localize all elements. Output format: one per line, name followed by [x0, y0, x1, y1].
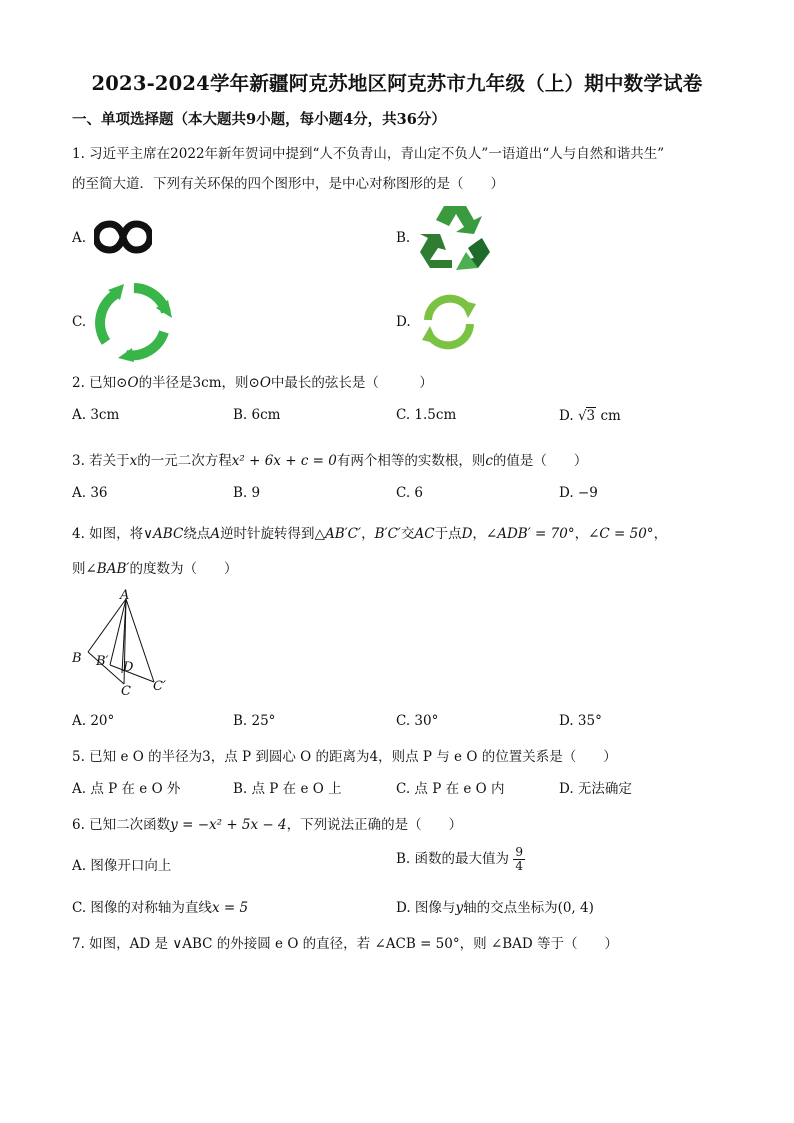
q1-option-c-label: C. — [72, 314, 87, 330]
q2-stem — [72, 371, 433, 391]
q4-stem-part: 的度数为（ ） — [129, 561, 238, 577]
q3-option-a: A. 36 — [72, 485, 108, 501]
q5-option-d: D. 无法确定 — [559, 781, 632, 797]
q2-stem-part: 2. 已知⊙ — [72, 375, 128, 391]
q4-angle-adb: ∠ADB′ = 70° — [485, 526, 575, 542]
q2-circle-var: O — [259, 375, 271, 391]
q3-stem-part: 3. 若关于 — [72, 453, 130, 469]
q3-equation: x² + 6x + c = 0 — [231, 453, 337, 469]
fraction-denominator: 4 — [515, 859, 523, 873]
q2-option-d — [559, 407, 621, 424]
q1-stem-line2: 的至简大道．下列有关环保的四个图形中，是中心对称图形的是（ ） — [72, 176, 504, 192]
q6-stem-part: 6. 已知二次函数 — [72, 817, 171, 833]
q6-stem-part: ，下列说法正确的是（ ） — [286, 817, 463, 833]
q4-stem-part: 于点 — [434, 526, 462, 542]
q6-option-d — [396, 896, 594, 916]
q4-segment-bpcp: B′C′ — [374, 526, 401, 542]
q2-option-d-unit: cm — [600, 408, 621, 424]
section-heading: 一、单项选择题（本大题共9小题，每小题4分，共36分） — [72, 111, 446, 128]
recycle-triangle-icon — [416, 202, 492, 272]
q3-option-c: C. 6 — [396, 485, 424, 501]
q3-var-x: x — [129, 453, 138, 469]
q2-circle-var: O — [127, 375, 139, 391]
sqrt-symbol: √ — [577, 408, 587, 424]
q2-option-b: B. 6cm — [233, 407, 281, 423]
q4-stem-part: 4. 如图，将 — [72, 526, 144, 542]
q3-stem-part: 的值是（ ） — [492, 453, 588, 469]
q5-option-c: C. 点 P 在 e O 内 — [396, 781, 505, 797]
q4-label-a: A — [120, 588, 130, 603]
q2-option-a: A. 3cm — [72, 407, 120, 423]
q5-option-b: B. 点 P 在 e O 上 — [233, 781, 342, 797]
q4-angle-bab: ∠BAB′ — [85, 561, 130, 577]
q3-stem-part: 的一元二次方程 — [137, 453, 232, 469]
q6-option-a: A. 图像开口向上 — [72, 858, 172, 874]
q6-option-b-text: B. 函数的最大值为 — [396, 851, 510, 867]
q5-option-a: A. 点 P 在 e O 外 — [72, 781, 181, 797]
q3-stem-part: 有两个相等的实数根，则 — [336, 453, 486, 469]
q1-option-a-label: A. — [72, 230, 87, 246]
q4-point-d: D — [461, 526, 473, 542]
q2-option-d-radicand: 3 — [586, 408, 596, 424]
q4-stem-part: 绕点 — [183, 526, 211, 542]
q6-option-c-equation: x = 5 — [211, 900, 249, 916]
q2-option-d-prefix: D. — [559, 408, 574, 424]
q4-triangle-figure — [66, 587, 186, 702]
q4-option-c: C. 30° — [396, 713, 439, 729]
q4-option-d: D. 35° — [559, 713, 602, 729]
q6-option-b — [396, 846, 525, 873]
q4-angle-c: ∠C = 50° — [588, 526, 654, 542]
infinity-recycle-icon — [94, 220, 152, 254]
q6-option-b-fraction — [513, 846, 525, 873]
q7-stem: 7. 如图，AD 是 ∨ABC 的外接圆 e O 的直径，若 ∠ACB = 50°，则 ∠BAD 等于（ ） — [72, 936, 618, 952]
q4-stem-part: ， — [472, 526, 486, 542]
q4-stem-part: 则 — [72, 561, 86, 577]
q2-stem-part: 的半径是3cm，则⊙ — [138, 375, 260, 391]
q1-stem-line1: 1. 习近平主席在2022年新年贺词中提到“人不负青山，青山定不负人”一语道出“人与自然和谐共生” — [72, 146, 665, 162]
q4-option-b: B. 25° — [233, 713, 276, 729]
q1-option-d-label: D. — [396, 314, 411, 330]
q3-var-c: c — [485, 453, 493, 469]
q4-label-c: C — [121, 684, 131, 699]
q4-label-b: B — [72, 651, 82, 666]
q4-stem-part: 交 — [400, 526, 415, 542]
q3-option-b: B. 9 — [233, 485, 261, 501]
q4-stem-part: ， — [361, 526, 375, 542]
q4-stem-line2 — [72, 557, 237, 577]
q4-option-a: A. 20° — [72, 713, 115, 729]
q4-stem-part: ， — [574, 526, 589, 542]
q4-triangle-abpcp: △AB′C′ — [314, 526, 362, 542]
q6-option-d-coord: (0, 4) — [557, 900, 594, 916]
q3-stem — [72, 449, 587, 469]
q1-option-b-label: B. — [396, 230, 411, 246]
q6-stem — [72, 813, 462, 833]
fraction-numerator: 9 — [515, 845, 523, 859]
q5-stem: 5. 已知 e O 的半径为3，点 P 到圆心 O 的距离为4，则点 P 与 e O 的位置关系是（ ） — [72, 749, 617, 765]
q6-option-d-var: y — [455, 900, 464, 916]
q2-option-c: C. 1.5cm — [396, 407, 457, 423]
q6-function: y = −x² + 5x − 4 — [170, 817, 287, 833]
q4-segment-ac: AC — [414, 526, 435, 542]
light-green-circular-arrows-icon — [418, 290, 480, 354]
q4-label-d: D — [123, 660, 134, 675]
q2-stem-part: 中最长的弦长是（ ） — [270, 375, 433, 391]
q6-option-d-text: D. 图像与 — [396, 900, 456, 916]
q4-stem-part: ， — [653, 526, 668, 542]
q6-option-c-text: C. 图像的对称轴为直线 — [72, 900, 212, 916]
exam-title: 2023-2024学年新疆阿克苏地区阿克苏市九年级（上）期中数学试卷 — [91, 72, 703, 95]
q3-option-d: D. −9 — [559, 485, 598, 501]
green-circular-arrows-icon — [94, 282, 174, 362]
q4-label-bprime: B′ — [96, 654, 109, 669]
q6-option-c — [72, 896, 248, 916]
q4-triangle-abc: ∨ABC — [143, 526, 184, 542]
q4-point-a: A — [210, 526, 221, 542]
q4-stem-line1 — [72, 522, 667, 542]
q6-option-d-text: 轴的交点坐标为 — [463, 900, 558, 916]
q4-label-cprime: C′ — [153, 679, 166, 694]
q4-stem-part: 逆时针旋转得到 — [220, 526, 315, 542]
